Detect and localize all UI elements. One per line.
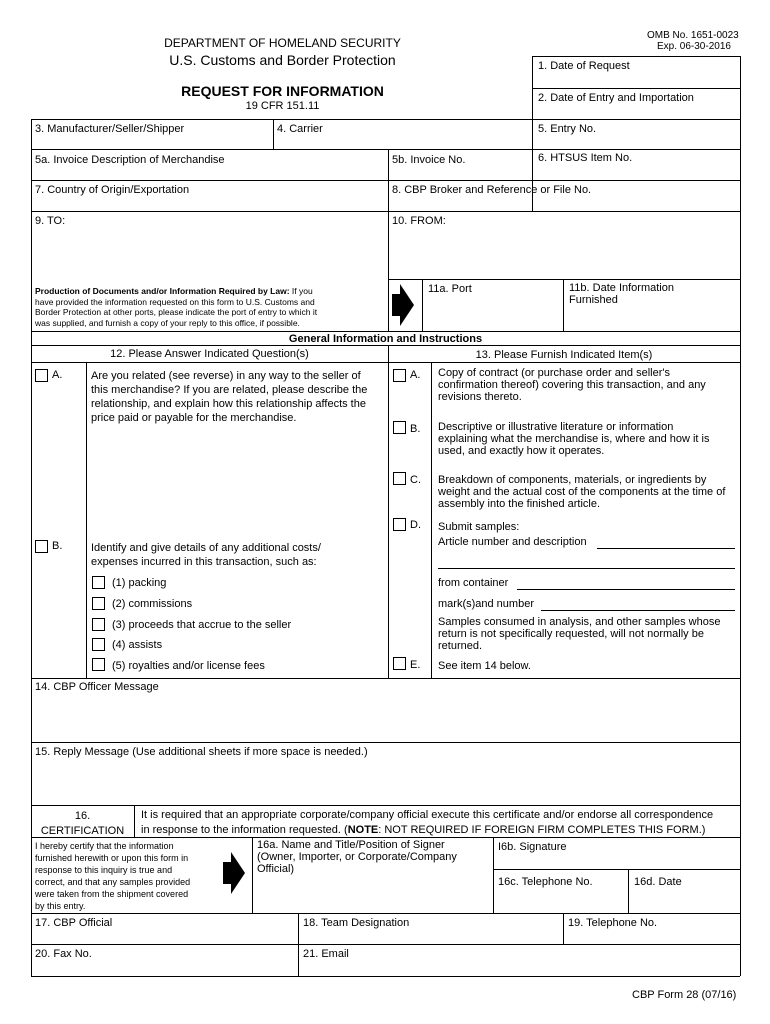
item-13e-text: See item 14 below. bbox=[438, 660, 531, 672]
commissions-checkbox[interactable] bbox=[92, 597, 105, 610]
assists-checkbox[interactable] bbox=[92, 638, 105, 651]
agency-name: U.S. Customs and Border Protection bbox=[169, 52, 396, 68]
production-notice bbox=[35, 286, 385, 328]
certification-label: CERTIFICATION bbox=[40, 825, 125, 837]
commissions-label: (2) commissions bbox=[112, 598, 193, 610]
certification-instruction-2-post: : NOT REQUIRED IF FOREIGN FIRM COMPLETES THIS FORM.) bbox=[378, 824, 706, 836]
expiration-date: Exp. 06-30-2016 bbox=[657, 41, 731, 52]
article-number-line[interactable] bbox=[597, 548, 735, 549]
certification-number: 16. bbox=[74, 810, 91, 822]
container-label: from container bbox=[438, 577, 509, 589]
htsus-item-label[interactable]: 6. HTSUS Item No. bbox=[538, 152, 633, 164]
entry-number-label[interactable]: 5. Entry No. bbox=[538, 123, 597, 135]
reply-message-label[interactable]: 15. Reply Message (Use additional sheets if more space is needed.) bbox=[35, 746, 368, 758]
from-label[interactable]: 10. FROM: bbox=[392, 215, 446, 227]
packing-checkbox[interactable] bbox=[92, 576, 105, 589]
to-label[interactable]: 9. TO: bbox=[35, 215, 66, 227]
item-13b-text: Descriptive or illustrative literature or information explaining what the merchandise is, where and how it is used, and exactly how it operates. bbox=[438, 421, 710, 457]
proceeds-label: (3) proceeds that accrue to the seller bbox=[112, 619, 292, 631]
country-of-origin-label[interactable]: 7. Country of Origin/Exportation bbox=[35, 184, 190, 196]
marks-number-label: mark(s)and number bbox=[438, 598, 534, 610]
question-12b-checkbox[interactable] bbox=[35, 540, 48, 553]
item-13a-checkbox[interactable] bbox=[393, 369, 406, 382]
royalties-label: (5) royalties and/or license fees bbox=[112, 660, 265, 672]
official-telephone-label[interactable]: 19. Telephone No. bbox=[568, 917, 658, 929]
packing-label: (1) packing bbox=[112, 577, 167, 589]
manufacturer-label[interactable]: 3. Manufacturer/Seller/Shipper bbox=[35, 123, 185, 135]
question-12a-letter: A. bbox=[52, 369, 63, 381]
production-notice-text: If you have provided the information requested on this form to U.S. Customs and Border Protection at other ports, please indicate the port of entry to which it was supplied, and furnish a copy of your reply to this office, if possible. bbox=[35, 286, 318, 328]
marks-number-line[interactable] bbox=[541, 610, 735, 611]
signer-name-title-label[interactable]: 16a. Name and Title/Position of Signer (Owner, Importer, or Corporate/Company Official) bbox=[257, 839, 457, 875]
container-line[interactable] bbox=[517, 589, 735, 590]
item-13a-letter: A. bbox=[410, 369, 421, 381]
email-label[interactable]: 21. Email bbox=[303, 948, 349, 960]
assists-label: (4) assists bbox=[112, 639, 163, 651]
omb-number: OMB No. 1651-0023 bbox=[647, 30, 739, 41]
invoice-number-label[interactable]: 5b. Invoice No. bbox=[392, 154, 466, 166]
item-13c-checkbox[interactable] bbox=[393, 472, 406, 485]
general-info-heading: General Information and Instructions bbox=[288, 333, 483, 345]
samples-note: Samples consumed in analysis, and other samples whose return is not specifically requested, will not normally be returned. bbox=[438, 616, 721, 652]
cbp-official-label[interactable]: 17. CBP Official bbox=[35, 917, 113, 929]
certify-statement: I hereby certify that the information furnished herewith or upon this form in response to this inquiry is true and correct, and that any samples provided were taken from the shipment covered by this entry. bbox=[35, 841, 191, 911]
item-13d-checkbox[interactable] bbox=[393, 518, 406, 531]
date-furnished-label[interactable]: 11b. Date Information Furnished bbox=[569, 282, 674, 306]
item-13a-text: Copy of contract (or purchase order and seller's confirmation thereof) covering this transaction, and any revisions thereto. bbox=[438, 367, 706, 403]
team-designation-label[interactable]: 18. Team Designation bbox=[303, 917, 410, 929]
port-label[interactable]: 11a. Port bbox=[428, 283, 472, 295]
form-number: CBP Form 28 (07/16) bbox=[632, 989, 737, 1001]
item-13e-letter: E. bbox=[410, 659, 421, 671]
cfr-reference: 19 CFR 151.11 bbox=[245, 100, 320, 112]
department-name: DEPARTMENT OF HOMELAND SECURITY bbox=[164, 36, 401, 50]
fax-number-label[interactable]: 20. Fax No. bbox=[35, 948, 92, 960]
item-13e-checkbox[interactable] bbox=[393, 657, 406, 670]
date-of-request-label[interactable]: 1. Date of Request bbox=[538, 60, 630, 72]
date-of-entry-label[interactable]: 2. Date of Entry and Importation bbox=[538, 92, 694, 104]
question-12b-text: Identify and give details of any additional costs/ expenses incurred in this transaction, such as: bbox=[91, 542, 321, 568]
form-title: REQUEST FOR INFORMATION bbox=[181, 83, 384, 99]
signature-label[interactable]: I6b. Signature bbox=[498, 841, 567, 853]
carrier-label[interactable]: 4. Carrier bbox=[277, 123, 323, 135]
invoice-description-label[interactable]: 5a. Invoice Description of Merchandise bbox=[35, 154, 225, 166]
telephone-label[interactable]: 16c. Telephone No. bbox=[498, 876, 593, 888]
certification-instruction-2 bbox=[141, 824, 705, 836]
item-13c-text: Breakdown of components, materials, or ingredients by weight and the actual cost of the components at the time of assembly into the finished article. bbox=[438, 474, 726, 510]
question-12b-letter: B. bbox=[52, 540, 63, 552]
certification-instruction-2-pre: in response to the information requested. ( bbox=[141, 824, 348, 836]
article-number-label: Article number and description bbox=[438, 536, 587, 548]
production-notice-bold: Production of Documents and/or Information Required by Law: bbox=[35, 286, 290, 296]
item-13-heading: 13. Please Furnish Indicated Item(s) bbox=[475, 349, 653, 361]
royalties-checkbox[interactable] bbox=[92, 658, 105, 671]
proceeds-checkbox[interactable] bbox=[92, 618, 105, 631]
question-12a-checkbox[interactable] bbox=[35, 369, 48, 382]
item-13c-letter: C. bbox=[410, 474, 421, 486]
date-label[interactable]: 16d. Date bbox=[634, 876, 682, 888]
item-13b-checkbox[interactable] bbox=[393, 421, 406, 434]
question-12a-text: Are you related (see reverse) in any way to the seller of this merchandise? If you are related, please describe the relationship, and explain how this relationship affects the price paid or payable for the merchandise. bbox=[91, 370, 368, 424]
item-13d-letter: D. bbox=[410, 519, 421, 531]
article-description-line[interactable] bbox=[438, 568, 735, 569]
officer-message-label[interactable]: 14. CBP Officer Message bbox=[35, 681, 159, 693]
item-13b-letter: B. bbox=[410, 423, 421, 435]
arrow-right-icon bbox=[391, 283, 415, 327]
certification-note-label: NOTE bbox=[347, 824, 379, 836]
certification-instruction-1: It is required that an appropriate corporate/company official execute this certificate and/or endorse all correspondence bbox=[141, 809, 714, 821]
submit-samples-label: Submit samples: bbox=[438, 521, 520, 533]
broker-reference-label[interactable]: 8. CBP Broker and Reference or File No. bbox=[392, 184, 592, 196]
arrow-right-icon bbox=[222, 851, 246, 895]
question-12-heading: 12. Please Answer Indicated Question(s) bbox=[110, 348, 309, 360]
